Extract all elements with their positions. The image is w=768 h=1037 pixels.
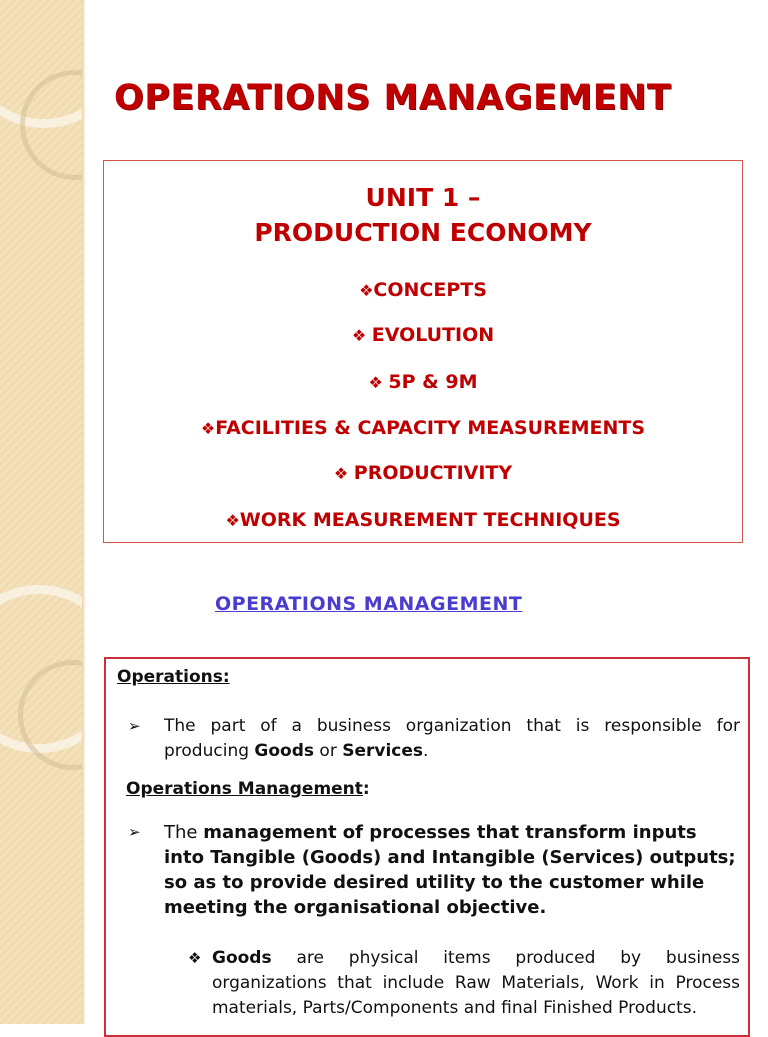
arrow-bullet-icon: ➢ [128, 717, 141, 735]
page-title: OPERATIONS MANAGEMENT [114, 78, 672, 118]
operations-definition: The part of a business organization that is responsible for producing Goods or Services. [164, 716, 740, 761]
diamond-bullet-icon: ❖ [188, 949, 202, 967]
diamond-bullet-icon: ❖ [225, 511, 240, 530]
topic-label: FACILITIES & CAPACITY MEASUREMENTS [215, 417, 646, 439]
definitions-box [104, 657, 750, 1037]
decorative-side-strip [0, 0, 86, 1024]
unit-box [103, 160, 743, 543]
section-heading: OPERATIONS MANAGEMENT [215, 593, 523, 615]
arrow-bullet-icon: ➢ [128, 823, 141, 841]
diamond-bullet-icon: ❖ [200, 419, 216, 438]
unit-name: PRODUCTION ECONOMY [254, 218, 592, 247]
goods-definition: Goods are physical items produced by business organizations that include Raw Materials, Work in Process materials, Parts/Components and final Finished Products. [212, 948, 740, 1018]
topic-label: 5P & 9M [388, 371, 478, 393]
list-item [128, 820, 740, 920]
diamond-bullet-icon: ❖ [333, 464, 354, 483]
topic-label: PRODUCTIVITY [353, 462, 513, 484]
om-definition: The management of processes that transform inputs into Tangible (Goods) and Intangible (Services) outputs; so as to provide desired utility to the customer while meeting the organisational objective. [164, 822, 736, 918]
topic-item [104, 416, 742, 441]
diamond-bullet-icon: ❖ [359, 281, 374, 300]
operations-heading: Operations: [117, 667, 230, 687]
list-item [188, 946, 740, 1021]
topic-label: CONCEPTS [373, 279, 487, 301]
unit-number: UNIT 1 – [365, 183, 481, 212]
topic-label: WORK MEASUREMENT TECHNIQUES [239, 509, 621, 531]
topic-item [104, 461, 742, 486]
list-item [128, 714, 740, 764]
topic-item [104, 278, 742, 303]
topic-label: EVOLUTION [371, 324, 495, 346]
strip-edge [82, 0, 86, 1024]
topic-item [104, 323, 742, 348]
diamond-bullet-icon: ❖ [368, 373, 389, 392]
diamond-bullet-icon: ❖ [351, 326, 372, 345]
om-heading: Operations Management: [126, 779, 370, 799]
topic-item [104, 370, 742, 395]
topic-item [104, 508, 742, 533]
